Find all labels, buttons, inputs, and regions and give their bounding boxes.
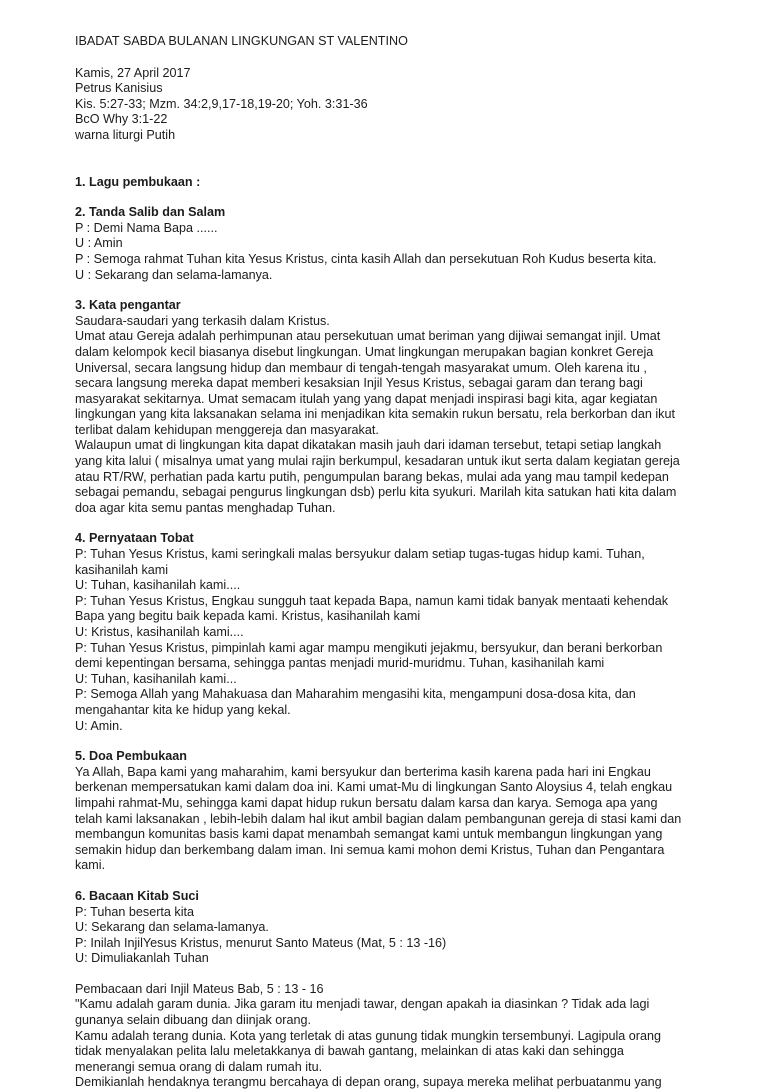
spacer	[75, 50, 725, 66]
liturgy-line: U : Amin	[75, 236, 123, 251]
section-heading: 5. Doa Pembukaan	[75, 749, 187, 764]
paragraph-line: yang kita lalui ( misalnya umat yang mulai rajin berkumpul, kesadaran untuk ikut serta dalam kegiatan gereja	[75, 454, 680, 469]
section-penitential-act	[75, 531, 725, 734]
document-page	[75, 34, 725, 1091]
section-opening-prayer	[75, 749, 725, 874]
liturgy-line: P: Inilah InjilYesus Kristus, menurut Santo Mateus (Mat, 5 : 13 -16)	[75, 935, 447, 950]
liturgy-line: U: Kristus, kasihanilah kami....	[75, 625, 244, 639]
paragraph-line: secara langsung mereka dapat memberi kesaksian Injil Yesus Kristus, sebagai garam dan terang bagi	[75, 376, 643, 391]
liturgy-line: U: Dimuliakanlah Tuhan	[75, 951, 209, 966]
liturgy-line: P: Tuhan Yesus Kristus, Engkau sungguh taat kepada Bapa, namun kami tidak banyak mentaati kehendak	[75, 593, 668, 608]
paragraph-line: limpahi rahmat-Mu, sehingga kami dapat hidup rukun bersatu dalam karsa dan karya. Semoga apa yang	[75, 795, 658, 810]
reading-line: Demikianlah hendaknya terangmu bercahaya di depan orang, supaya mereka melihat perbuatanmu yang	[75, 1075, 662, 1090]
reading-line: Kamu adalah terang dunia. Kota yang terletak di atas gunung tidak mungkin tersembunyi. Lagipula orang	[75, 1028, 661, 1043]
spacer	[75, 516, 725, 531]
paragraph-line: semakin hidup dan berkembang dalam iman. Ini semua kami mohon demi Kristus, Tuhan dan Pengantara	[75, 842, 665, 857]
liturgy-line: U: Tuhan, kasihanilah kami....	[75, 578, 241, 593]
liturgy-line: P: Semoga Allah yang Mahakuasa dan Maharahim mengasihi kita, mengampuni dosa-dosa kita, dan	[75, 687, 636, 702]
paragraph-line: masyarakat sekitarnya. Umat semacam itulah yang yang dapat menjadi inspirasi bagi kita, agar kegiatan	[75, 391, 658, 406]
paragraph-line: Saudara-saudari yang terkasih dalam Kristus.	[75, 313, 330, 328]
liturgy-line: Bapa yang begitu baik kepada kami. Kristus, kasihanilah kami	[75, 609, 421, 624]
paragraph-line: doa agar kita semu pantas menghadap Tuhan.	[75, 500, 336, 515]
liturgy-line: demi kepentingan bersama, sehingga pantas menjadi murid-muridmu. Tuhan, kasihanilah kami	[75, 656, 605, 671]
paragraph-line: Walaupun umat di lingkungan kita dapat dikatakan masih jauh dari idaman tersebut, tetapi setiap langkah	[75, 438, 662, 453]
spacer	[75, 734, 725, 749]
section-sign-of-cross	[75, 205, 725, 283]
paragraph-line: sebagai pemandu, sebagai pengurus lingkungan dsb) perlu kita syukuri. Marilah kita satukan hati kita dalam	[75, 485, 677, 500]
section-introduction	[75, 298, 725, 516]
spacer	[75, 967, 725, 982]
reading-line: "Kamu adalah garam dunia. Jika garam itu menjadi tawar, dengan apakah ia diasinkan ? Tidak ada lagi	[75, 997, 650, 1012]
spacer	[75, 874, 725, 889]
reading-intro: Pembacaan dari Injil Mateus Bab, 5 : 13 - 16	[75, 981, 324, 996]
paragraph-line: dalam kelompok kecil biasanya disebut lingkungan. Umat lingkungan merupakan bagian konkret Gereja	[75, 344, 654, 359]
saint-of-day: Petrus Kanisius	[75, 81, 163, 96]
office-reading: BcO Why 3:1-22	[75, 112, 168, 127]
paragraph-line: lingkungan yang kita laksanakan selama ini menjadikan kita semakin rukun bersatu, rela berkorban dan ikut	[75, 407, 675, 422]
reading-line: tidak menyalakan pelita lalu meletakkanya di bawah gantang, melainkan di atas kaki dan sehingga	[75, 1044, 624, 1059]
document-title: IBADAT SABDA BULANAN LINGKUNGAN ST VALENTINO	[75, 34, 408, 48]
service-date: Kamis, 27 April 2017	[75, 65, 191, 80]
paragraph-line: Universal, secara langsung hidup dan membaur di tengah-tengah masyarakat umum. Oleh karena itu ,	[75, 360, 647, 375]
reading-line: gunanya selain dibuang dan diinjak orang.	[75, 1013, 311, 1028]
liturgy-line: P: Tuhan Yesus Kristus, pimpinlah kami agar mampu mengikuti jejakmu, bersyukur, dan berani berkorban	[75, 640, 663, 655]
section-heading: 1. Lagu pembukaan :	[75, 174, 201, 189]
liturgy-line: U : Sekarang dan selama-lamanya.	[75, 267, 273, 282]
liturgy-line: U: Tuhan, kasihanilah kami...	[75, 671, 237, 686]
service-meta	[75, 66, 725, 144]
spacer	[75, 144, 725, 175]
paragraph-line: atau RT/RW, perhatian pada kartu putih, pengumpulan barang bekas, mulai ada yang mau tampil kedepan	[75, 469, 669, 484]
liturgy-line: U: Sekarang dan selama-lamanya.	[75, 920, 269, 935]
liturgy-line: P: Tuhan beserta kita	[75, 904, 195, 919]
paragraph-line: Umat atau Gereja adalah perhimpunan atau persekutuan umat beriman yang dijiwai semangat injil. Umat	[75, 329, 661, 344]
section-heading: 3. Kata pengantar	[75, 298, 181, 313]
liturgy-line: P : Demi Nama Bapa ......	[75, 220, 218, 235]
paragraph-line: berkenan mempersatukan kami dalam doa ini. Kami umat-Mu di lingkungan Santo Aloysius 4, telah engkau	[75, 780, 673, 795]
gospel-reading	[75, 982, 725, 1091]
section-heading: 4. Pernyataan Tobat	[75, 531, 194, 546]
liturgical-color: warna liturgi Putih	[75, 127, 176, 142]
section-heading: 2. Tanda Salib dan Salam	[75, 205, 226, 220]
paragraph-line: membangun komunitas basis kami dapat menambah semangat kami untuk membangun lingkungan yang	[75, 827, 663, 842]
daily-readings: Kis. 5:27-33; Mzm. 34:2,9,17-18,19-20; Yoh. 3:31-36	[75, 96, 368, 111]
section-scripture-reading	[75, 889, 725, 967]
paragraph-line: Ya Allah, Bapa kami yang maharahim, kami bersyukur dan berterima kasih karena pada hari ini Engkau	[75, 764, 651, 779]
liturgy-line: U: Amin.	[75, 718, 123, 733]
paragraph-line: terlibat dalam kehidupan menggereja dan masyarakat.	[75, 422, 379, 437]
paragraph-line: kami.	[75, 858, 106, 873]
section-heading: 6. Bacaan Kitab Suci	[75, 888, 199, 903]
section-opening-song	[75, 175, 725, 191]
liturgy-line: kasihanilah kami	[75, 562, 169, 577]
liturgy-line: P : Semoga rahmat Tuhan kita Yesus Kristus, cinta kasih Allah dan persekutuan Roh Kudus beserta kita.	[75, 251, 657, 266]
paragraph-line: telah kami laksanakan , lebih-lebih dalam hal ikut ambil bagian dalam pembangunan gereja di stasi kami dan	[75, 811, 682, 826]
spacer	[75, 283, 725, 298]
liturgy-line: mengahantar kita ke hidup yang kekal.	[75, 702, 291, 717]
liturgy-line: P: Tuhan Yesus Kristus, kami seringkali malas bersyukur dalam setiap tugas-tugas hidup kami. Tuhan,	[75, 547, 645, 562]
spacer	[75, 190, 725, 205]
reading-line: menerangi semua orang di dalam rumah itu.	[75, 1059, 323, 1074]
